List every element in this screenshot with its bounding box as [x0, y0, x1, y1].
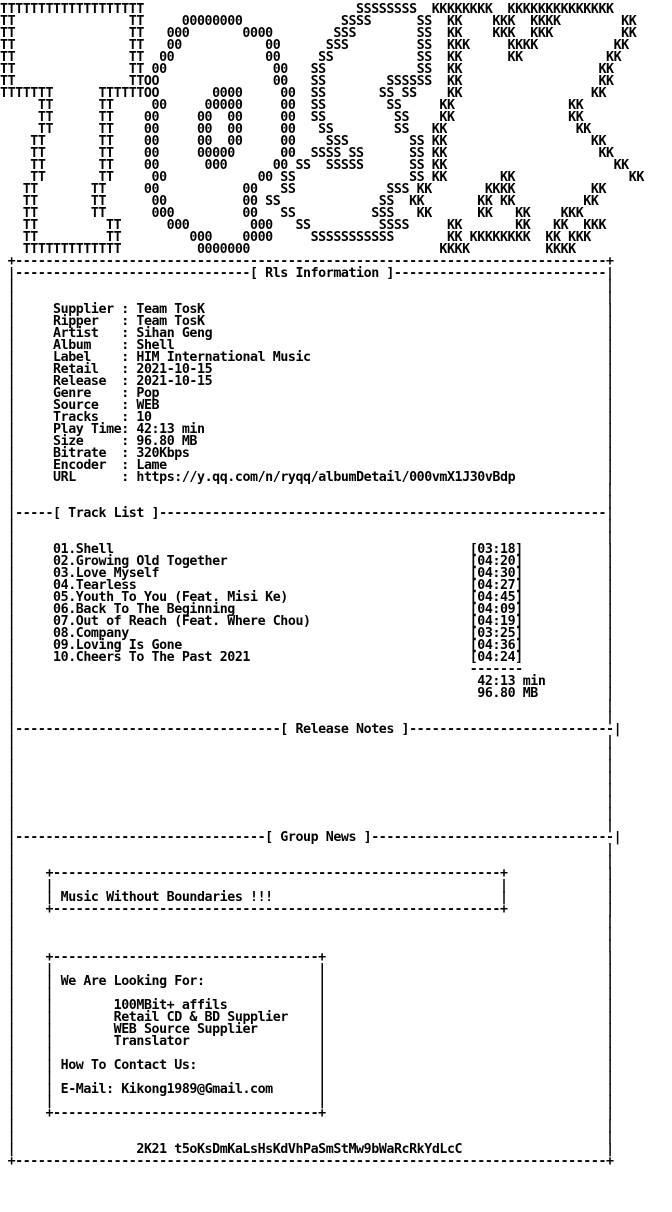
- box-line: | | | |: [0, 1046, 614, 1061]
- footer-tag: 2K21 t5oKsDmKaLsHsKdVhPaSmStMw9bWaRcRkYdLcC: [136, 1142, 463, 1157]
- rls-value: 2021-10-15: [136, 362, 213, 377]
- logo-line: TT TT 000 00 SS SSS KK KK KK KKK: [0, 206, 584, 221]
- totals-divider-row: | ------- |: [0, 662, 614, 677]
- rls-row: | Source : WEB |: [0, 398, 614, 413]
- rls-row: | Album : Shell |: [0, 338, 614, 353]
- rls-key: Album: [53, 338, 122, 353]
- logo-line: TT TT 000 0000 SSSSSSSSSSS KK KKKKKKKK KK KKK: [0, 230, 591, 245]
- blank-line: | |: [0, 794, 614, 809]
- track-time: [04:09]: [469, 602, 523, 617]
- contact-email: Kikong1989@Gmail.com: [121, 1082, 273, 1097]
- track-title: 08.Company: [53, 626, 129, 641]
- box-line: | | | |: [0, 962, 614, 977]
- track-time: [04:30]: [469, 566, 523, 581]
- rls-key: Release: [53, 374, 122, 389]
- rls-row: | Bitrate : 320Kbps |: [0, 446, 614, 461]
- box-line: | +-----------------------------------+ |: [0, 1106, 614, 1121]
- blank-line: | |: [0, 938, 614, 953]
- rls-row: | Release : 2021-10-15 |: [0, 374, 614, 389]
- logo-line: TT TT 00 00 SSS SS KKK KKKK KK: [0, 38, 629, 53]
- rls-value: 96.80 MB: [136, 434, 197, 449]
- rls-value: 320Kbps: [136, 446, 190, 461]
- logo-line: TT TT 00 00 00 00 SS SS KK KK: [0, 110, 584, 125]
- logo-line: TT TT 00 00 SS SS KK KK: [0, 62, 614, 77]
- motto-box-border: +-----------------------------------------------------------+: [45, 902, 508, 917]
- track-title: 07.Out of Reach (Feat. Where Chou): [53, 614, 311, 629]
- box-line: | | We Are Looking For: | |: [0, 974, 614, 989]
- rls-row: | Ripper : Team TosK |: [0, 314, 614, 329]
- section-header: |---------------------------------[ Group News ]--------------------------------|: [0, 830, 622, 845]
- blank-line: | |: [0, 482, 614, 497]
- totals-row: | 42:13 min |: [0, 674, 614, 689]
- blank-line: | |: [0, 746, 614, 761]
- blank-line: | |: [0, 734, 614, 749]
- track-time: [04:27]: [469, 578, 523, 593]
- rls-key: Source: [53, 398, 122, 413]
- box-line: | | | |: [0, 1094, 614, 1109]
- track-time: [03:18]: [469, 542, 523, 557]
- blank-line: | |: [0, 1130, 614, 1145]
- track-row: | 01.Shell [03:18] |: [0, 542, 614, 557]
- logo-line: TT TT 00 00 SS SS KK KK KK: [0, 50, 622, 65]
- rls-value: 2021-10-15: [136, 374, 213, 389]
- section-header-tracks: -----[ Track List ]-----------------------------------------------------------: [15, 506, 607, 521]
- blank-line: | |: [0, 518, 614, 533]
- rls-row: | Genre : Pop |: [0, 386, 614, 401]
- track-row: | 05.Youth To You (Feat. Misi Ke) [04:45] |: [0, 590, 614, 605]
- logo-line: TT TT 00 00 00 00 SS SS KK KK: [0, 122, 591, 137]
- box-line: | | WEB Source Supplier | |: [0, 1022, 614, 1037]
- info-box-border: +-----------------------------------+: [45, 950, 326, 965]
- blank-line: | |: [0, 854, 614, 869]
- track-row: | 08.Company [03:25] |: [0, 626, 614, 641]
- blank-line: | |: [0, 818, 614, 833]
- section-header: |-----------------------------------[ Release Notes ]---------------------------|: [0, 722, 622, 737]
- rls-value: Sihan Geng: [136, 326, 213, 341]
- rls-row: | Supplier : Team TosK |: [0, 302, 614, 317]
- logo-line: TT TT 000 000 SS SSSS KK KK KK KKK: [0, 218, 607, 233]
- track-title: 09.Loving Is Gone: [53, 638, 182, 653]
- rls-key: Retail: [53, 362, 122, 377]
- logo-line: TTTTTTTTTTTTTTTTTTT SSSSSSSS KKKKKKKK KKKKKKKKKKKKKK: [0, 2, 614, 17]
- blank-line: | |: [0, 926, 614, 941]
- box-line: | +-----------------------------------------------------------+ |: [0, 902, 614, 917]
- blank-line: | |: [0, 770, 614, 785]
- logo-line: TTTTTTT TTTTTTOO 0000 00 SS SS SS KK KK: [0, 86, 607, 101]
- box-line: | | | |: [0, 986, 614, 1001]
- section-header-news: ---------------------------------[ Group News ]--------------------------------: [15, 830, 614, 845]
- rls-value: Pop: [136, 386, 160, 401]
- track-title: 10.Cheers To The Past 2021: [53, 650, 251, 665]
- box-line: | +-----------------------------------+ |: [0, 950, 614, 965]
- rls-row: | Play Time: 42:13 min |: [0, 422, 614, 437]
- rls-row: | Artist : Sihan Geng |: [0, 326, 614, 341]
- rls-row: | Tracks : 10 |: [0, 410, 614, 425]
- logo-line: TT TT 000 0000 SSS SS KK KKK KKK KK: [0, 26, 637, 41]
- rls-value: Team TosK: [136, 302, 205, 317]
- looking-for-item: Translator: [113, 1034, 190, 1049]
- track-row: | 02.Growing Old Together [04:20] |: [0, 554, 614, 569]
- track-title: 03.Love Myself: [53, 566, 160, 581]
- rls-key: Ripper: [53, 314, 122, 329]
- box-line: | | How To Contact Us: | |: [0, 1058, 614, 1073]
- section-header: |-------------------------------[ Rls Information ]----------------------------|: [0, 266, 614, 281]
- box-line: | | Music Without Boundaries !!! | |: [0, 890, 614, 905]
- blank-line: | |: [0, 1118, 614, 1133]
- track-title: 01.Shell: [53, 542, 114, 557]
- logo-line: TT TT 00 00000 00 SS SS KK KK: [0, 98, 584, 113]
- track-title: 06.Back To The Beginning: [53, 602, 235, 617]
- track-row: | 06.Back To The Beginning [04:09] |: [0, 602, 614, 617]
- logo-line: TT TT 00 00 SS SSS KK KKKK KK: [0, 182, 607, 197]
- logo-line: TT TTOO 00 SS SSSSSS KK KK: [0, 74, 614, 89]
- rls-value: Team TosK: [136, 314, 205, 329]
- box-line: | | | |: [0, 1070, 614, 1085]
- logo-line: TT TT 00 00000 00 SSSS SS SS KK KK: [0, 146, 614, 161]
- rls-key: Tracks: [53, 410, 122, 425]
- section-header: |-----[ Track List ]-----------------------------------------------------------|: [0, 506, 614, 521]
- rls-key: Bitrate: [53, 446, 122, 461]
- rls-key: Artist: [53, 326, 122, 341]
- box-line: | | Retail CD & BD Supplier | |: [0, 1010, 614, 1025]
- footer-row: | 2K21 t5oKsDmKaLsHsKdVhPaSmStMw9bWaRcRkYdLcC |: [0, 1142, 614, 1157]
- rls-key: Encoder: [53, 458, 122, 473]
- looking-for-title: We Are Looking For:: [60, 974, 205, 989]
- rls-key: Supplier: [53, 302, 122, 317]
- track-time: [04:36]: [469, 638, 523, 653]
- blank-line: | |: [0, 782, 614, 797]
- blank-line: | |: [0, 914, 614, 929]
- box-line: | | 100MBit+ affils | |: [0, 998, 614, 1013]
- track-time: [04:19]: [469, 614, 523, 629]
- section-header-notes: -----------------------------------[ Release Notes ]---------------------------: [15, 722, 614, 737]
- track-time: [03:25]: [469, 626, 523, 641]
- rls-key: Label: [53, 350, 122, 365]
- rls-row: | Encoder : Lame |: [0, 458, 614, 473]
- email-label: E-Mail:: [60, 1082, 114, 1097]
- track-row: | 10.Cheers To The Past 2021 [04:24] |: [0, 650, 614, 665]
- box-line: | | | |: [0, 878, 614, 893]
- looking-for-item: Retail CD & BD Supplier: [113, 1010, 288, 1025]
- rls-row: | Size : 96.80 MB |: [0, 434, 614, 449]
- logo-line: TT TT 00 00 00 00 SSS SS KK KK: [0, 134, 607, 149]
- blank-line: | |: [0, 842, 614, 857]
- group-motto: Music Without Boundaries !!!: [60, 890, 273, 905]
- track-time: [04:20]: [469, 554, 523, 569]
- top-border: +------------------------------------------------------------------------------+: [0, 254, 614, 269]
- rls-value: HIM International Music: [136, 350, 311, 365]
- track-row: | 07.Out of Reach (Feat. Where Chou) [04:19] |: [0, 614, 614, 629]
- track-time: [04:45]: [469, 590, 523, 605]
- rls-value: https://y.qq.com/n/ryqq/albumDetail/000vmX1J30vBdp: [136, 470, 516, 485]
- rls-row: | Retail : 2021-10-15 |: [0, 362, 614, 377]
- box-line: | | Translator | |: [0, 1034, 614, 1049]
- blank-line: | |: [0, 710, 614, 725]
- info-box-border: +-----------------------------------+: [45, 1106, 326, 1121]
- looking-for-item: 100MBit+ affils: [113, 998, 228, 1013]
- contact-title: How To Contact Us:: [60, 1058, 197, 1073]
- totals-row: | 96.80 MB |: [0, 686, 614, 701]
- track-row: | 09.Loving Is Gone [04:36] |: [0, 638, 614, 653]
- rls-value: Lame: [136, 458, 167, 473]
- blank-line: | |: [0, 530, 614, 545]
- track-time: [04:24]: [469, 650, 523, 665]
- rls-row: | URL : https://y.qq.com/n/ryqq/albumDetail/000vmX1J30vBdp |: [0, 470, 614, 485]
- track-row: | 04.Tearless [04:27] |: [0, 578, 614, 593]
- logo-line: TT TT 00000000 SSSS SS KK KKK KKKK KK: [0, 14, 637, 29]
- rls-value: WEB: [136, 398, 160, 413]
- blank-line: | |: [0, 290, 614, 305]
- blank-line: | |: [0, 698, 614, 713]
- rls-row: | Label : HIM International Music |: [0, 350, 614, 365]
- rls-key: URL: [53, 470, 122, 485]
- box-line: | +-----------------------------------------------------------+ |: [0, 866, 614, 881]
- blank-line: | |: [0, 806, 614, 821]
- logo-line: TT TT 00 00 SS SS KK KK KK: [0, 170, 644, 185]
- logo-line: TTTTTTTTTTTTT 0000000 KKKK KKKK: [0, 242, 576, 257]
- rls-value: Shell: [136, 338, 175, 353]
- logo-line: TT TT 00 00 SS SS KK KK KK KK: [0, 194, 599, 209]
- track-title: 02.Growing Old Together: [53, 554, 228, 569]
- box-line: | | E-Mail: Kikong1989@Gmail.com | |: [0, 1082, 614, 1097]
- track-title: 05.Youth To You (Feat. Misi Ke): [53, 590, 288, 605]
- rls-key: Genre: [53, 386, 122, 401]
- blank-line: | |: [0, 494, 614, 509]
- rls-key: Size: [53, 434, 122, 449]
- total-size: 96.80 MB: [477, 686, 538, 701]
- bottom-border: +------------------------------------------------------------------------------+: [0, 1154, 614, 1169]
- track-title: 04.Tearless: [53, 578, 137, 593]
- rls-value: 42:13 min: [136, 422, 205, 437]
- totals-divider: -------: [469, 662, 523, 677]
- total-time: 42:13 min: [477, 674, 546, 689]
- rls-key: Play Time: [53, 422, 122, 437]
- looking-for-item: WEB Source Supplier: [113, 1022, 258, 1037]
- blank-line: | |: [0, 278, 614, 293]
- track-row: | 03.Love Myself [04:30] |: [0, 566, 614, 581]
- blank-line: | |: [0, 758, 614, 773]
- section-header-rls: -------------------------------[ Rls Information ]----------------------------: [15, 266, 607, 281]
- rls-value: 10: [136, 410, 152, 425]
- logo-line: TT TT 00 000 00 SS SSSSS SS KK KK: [0, 158, 629, 173]
- motto-box-border: +-----------------------------------------------------------+: [45, 866, 508, 881]
